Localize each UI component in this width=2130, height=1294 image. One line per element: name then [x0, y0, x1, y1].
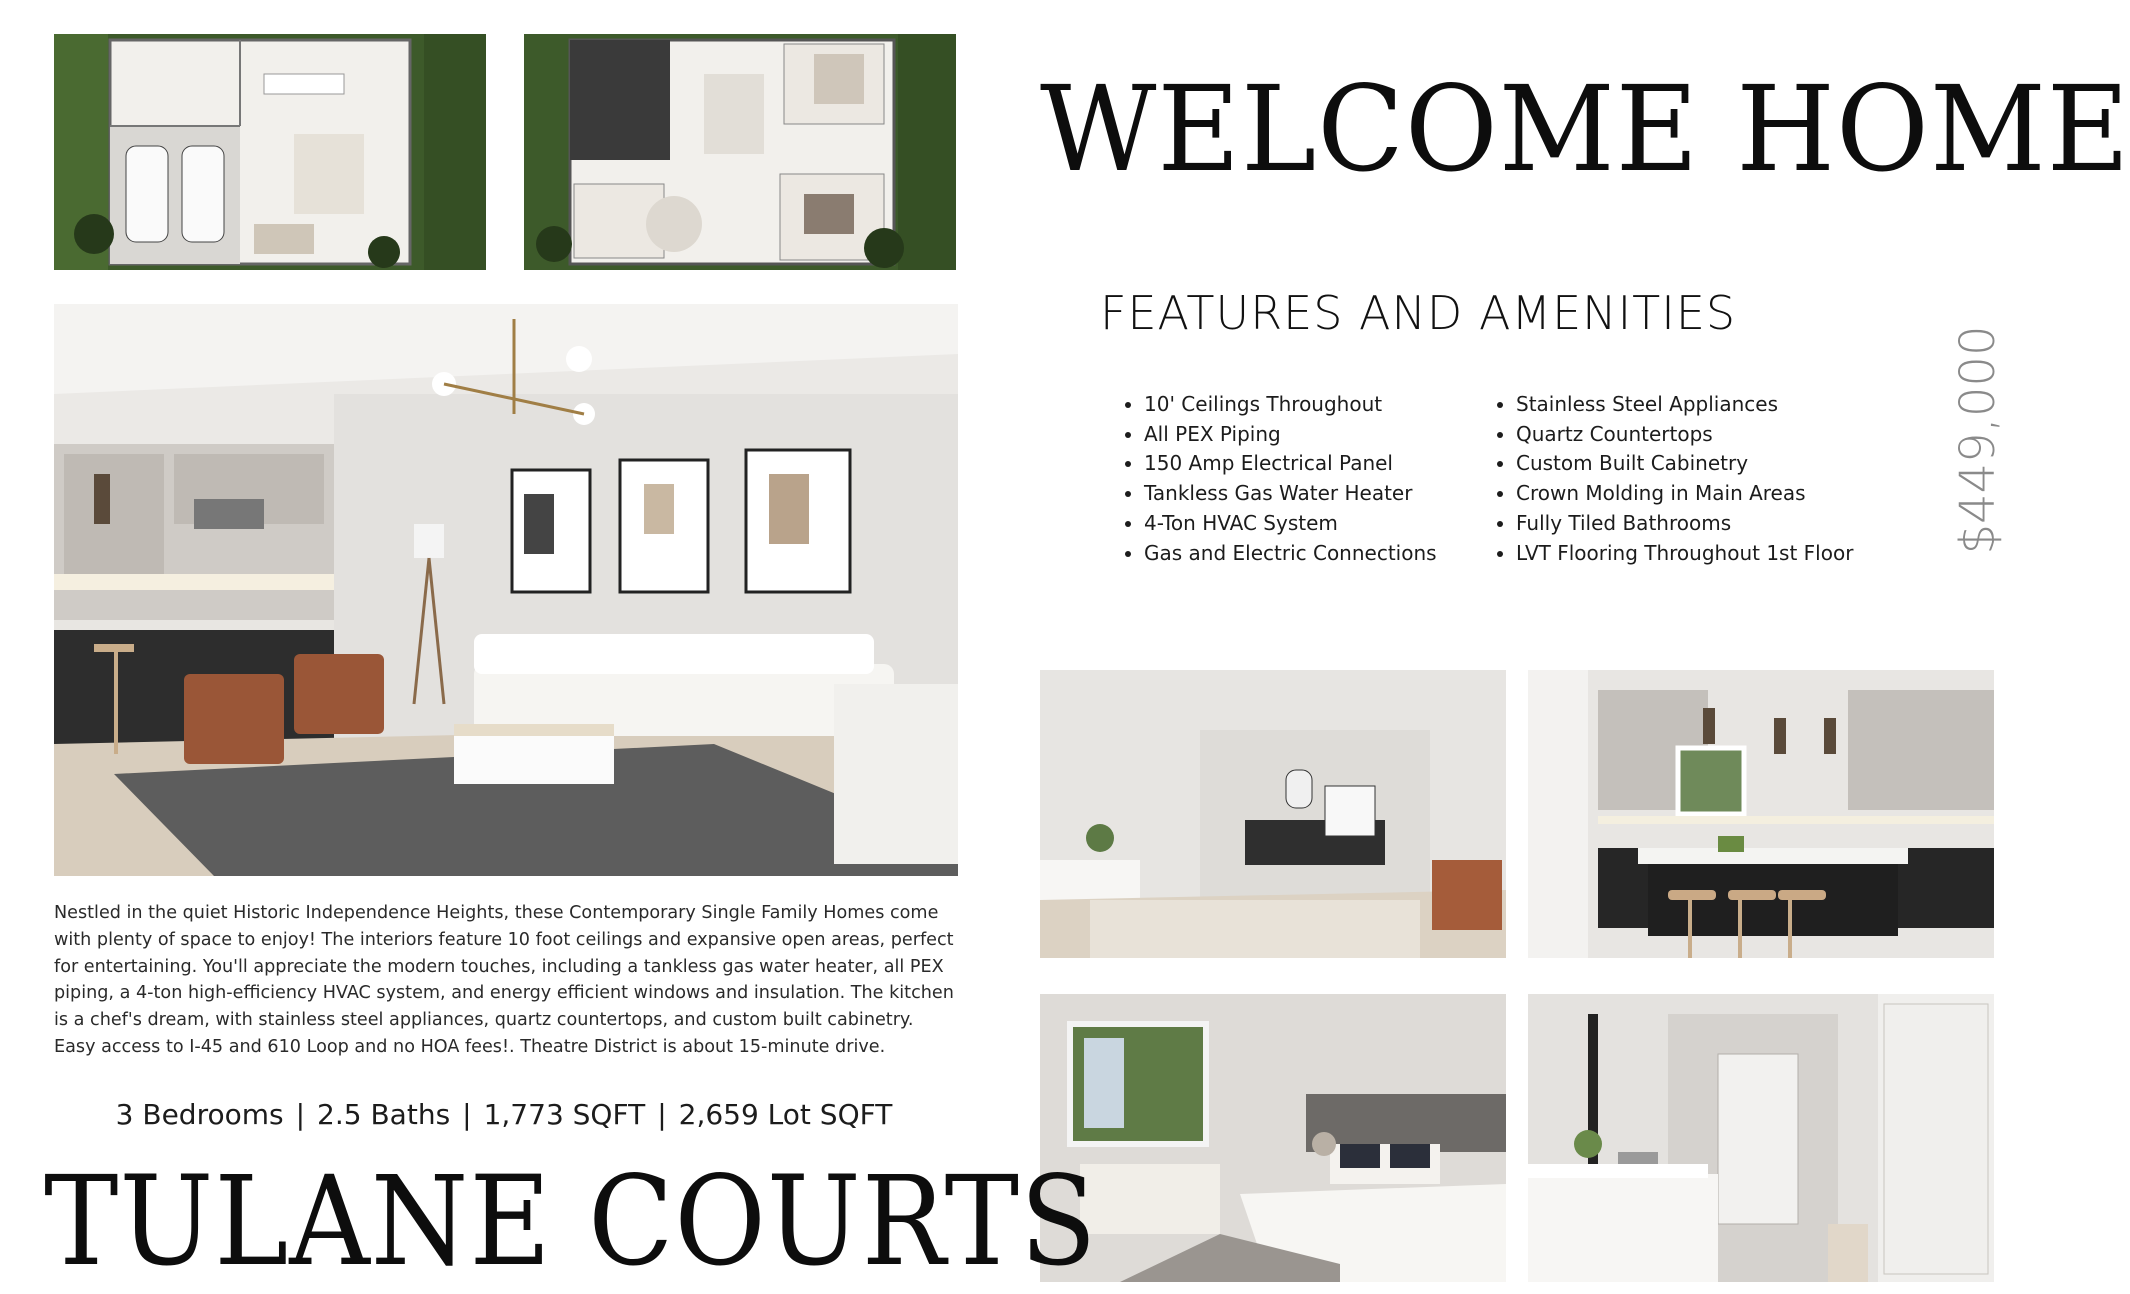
feature-item: • Gas and Electric Connections — [1144, 539, 1437, 569]
price: $449,000 — [1950, 325, 2006, 555]
feature-item: • Quartz Countertops — [1516, 420, 1853, 450]
features-list-left — [1110, 390, 1437, 568]
stat-separator: | — [295, 1098, 306, 1131]
bedrooms-stat: 3 Bedrooms — [115, 1098, 284, 1131]
feature-item: • All PEX Piping — [1144, 420, 1437, 450]
sqft-stat: 1,773 SQFT — [483, 1098, 646, 1131]
feature-item: • LVT Flooring Throughout 1st Floor — [1516, 539, 1853, 569]
features-heading: FEATURES AND AMENITIES — [1100, 286, 1737, 340]
living-room-photo — [54, 304, 958, 876]
floor-plan-first-floor — [54, 34, 486, 270]
feature-item: • 10' Ceilings Throughout — [1144, 390, 1437, 420]
floor-plan-second-floor — [524, 34, 956, 270]
primary-suite-photo — [1040, 670, 1506, 958]
lot-sqft-stat: 2,659 Lot SQFT — [678, 1098, 893, 1131]
feature-item: • Stainless Steel Appliances — [1516, 390, 1853, 420]
feature-item: • Fully Tiled Bathrooms — [1516, 509, 1853, 539]
headline: WELCOME HOME — [1040, 60, 2130, 198]
feature-item: • Crown Molding in Main Areas — [1516, 479, 1853, 509]
kitchen-photo — [1528, 670, 1994, 958]
feature-item: • Custom Built Cabinetry — [1516, 449, 1853, 479]
property-description: Nestled in the quiet Historic Independence Heights, these Contemporary Single Family Homes come with plenty of space to enjoy! The interiors feature 10 foot ceilings and expansive open areas, perfect for entertaining. You'll appreciate the modern touches, including a tankless gas water heater, all PEX piping, a 4-ton high-efficiency HVAC system, and energy efficient windows and insulation. The kitchen is a chef's dream, with stainless steel appliances, quartz countertops, and custom built cabinetry. Easy access to I-45 and 610 Loop and no HOA fees!. Theatre District is about 15-minute drive. — [54, 903, 954, 1057]
baths-stat: 2.5 Baths — [317, 1098, 451, 1131]
property-stats — [54, 1098, 954, 1131]
stat-separator: | — [657, 1098, 667, 1131]
feature-item: • 150 Amp Electrical Panel — [1144, 449, 1437, 479]
property-title: TULANE COURTS — [44, 1150, 1098, 1294]
bathroom-photo — [1528, 994, 1994, 1282]
features-list-right — [1482, 390, 1853, 568]
bedroom-photo — [1040, 994, 1506, 1282]
stat-separator: | — [462, 1098, 472, 1131]
feature-item: • 4-Ton HVAC System — [1144, 509, 1437, 539]
feature-item: • Tankless Gas Water Heater — [1144, 479, 1437, 509]
